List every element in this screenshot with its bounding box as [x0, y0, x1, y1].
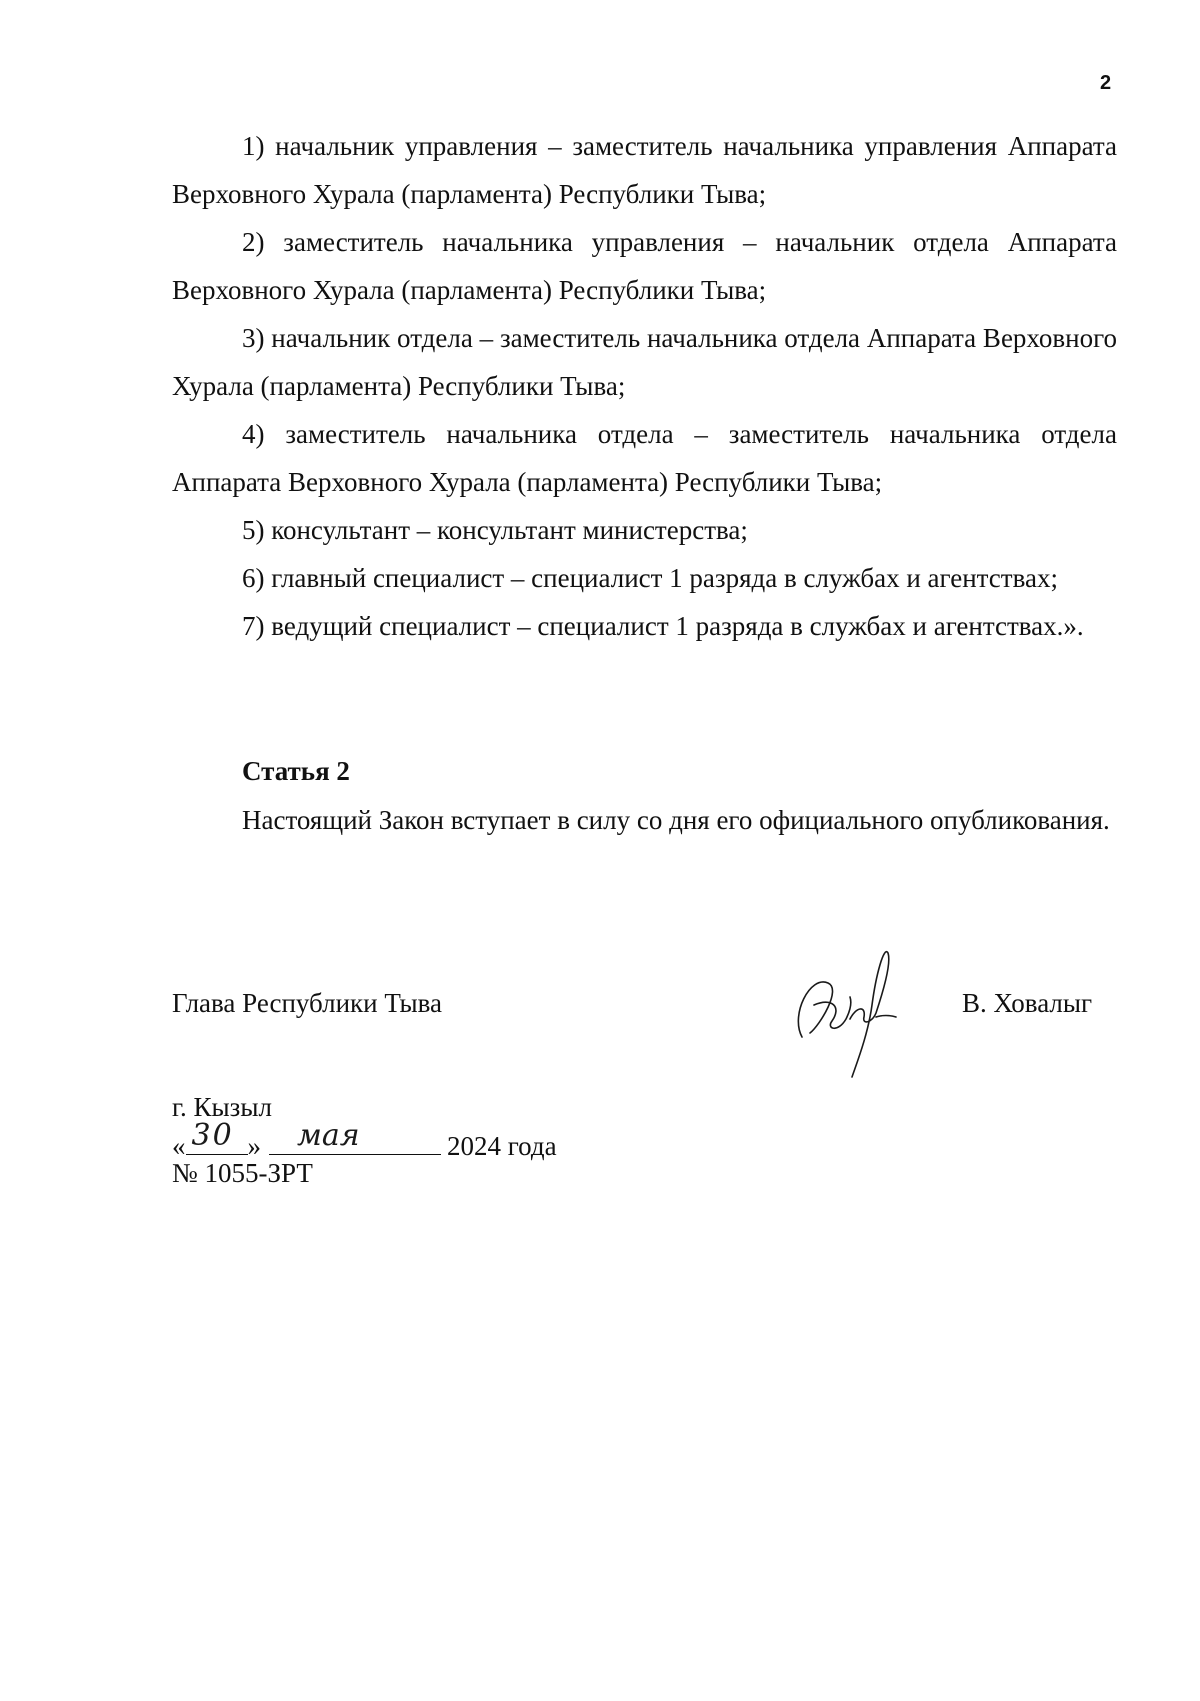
list-item: 5) консультант – консультант министерства; [242, 515, 748, 545]
list-item: 7) ведущий специалист – специалист 1 разряда в службах и агентствах.». [242, 611, 1084, 641]
date-month-field [269, 1118, 441, 1155]
document-number: № 1055-ЗРТ [172, 1158, 313, 1188]
amendment-list [172, 122, 1117, 650]
list-item: 4) заместитель начальника отдела – заместитель начальника отдела Аппарата Верховного Хурала (парламента) Республики Тыва; [172, 419, 1117, 497]
article-heading: Статья 2 [242, 756, 350, 786]
date-year: 2024 года [447, 1131, 557, 1161]
list-item: 6) главный специалист – специалист 1 разряда в службах и агентствах; [242, 563, 1058, 593]
date-open-quote: « [172, 1131, 186, 1161]
signer-title: Глава Республики Тыва [172, 988, 443, 1018]
date-day-field [186, 1118, 248, 1155]
list-item: 1) начальник управления – заместитель начальника управления Аппарата Верховного Хурала (парламента) Республики Тыва; [172, 131, 1117, 209]
place: г. Кызыл [172, 1092, 272, 1122]
list-item: 3) начальник отдела – заместитель начальника отдела Аппарата Верховного Хурала (парламента) Республики Тыва; [172, 323, 1117, 401]
list-item: 2) заместитель начальника управления – начальник отдела Аппарата Верховного Хурала (парламента) Республики Тыва; [172, 227, 1117, 305]
date-month: мая [297, 1118, 360, 1153]
signer-name: В. Ховалыг [962, 988, 1093, 1018]
date-close-quote: » [247, 1131, 261, 1161]
article-text: Настоящий Закон вступает в силу со дня его официального опубликования. [242, 805, 1110, 835]
date-line [172, 1118, 557, 1162]
date-day: 30 [191, 1118, 234, 1153]
handwritten-signature [780, 945, 920, 1085]
page-number: 2 [1100, 72, 1112, 94]
